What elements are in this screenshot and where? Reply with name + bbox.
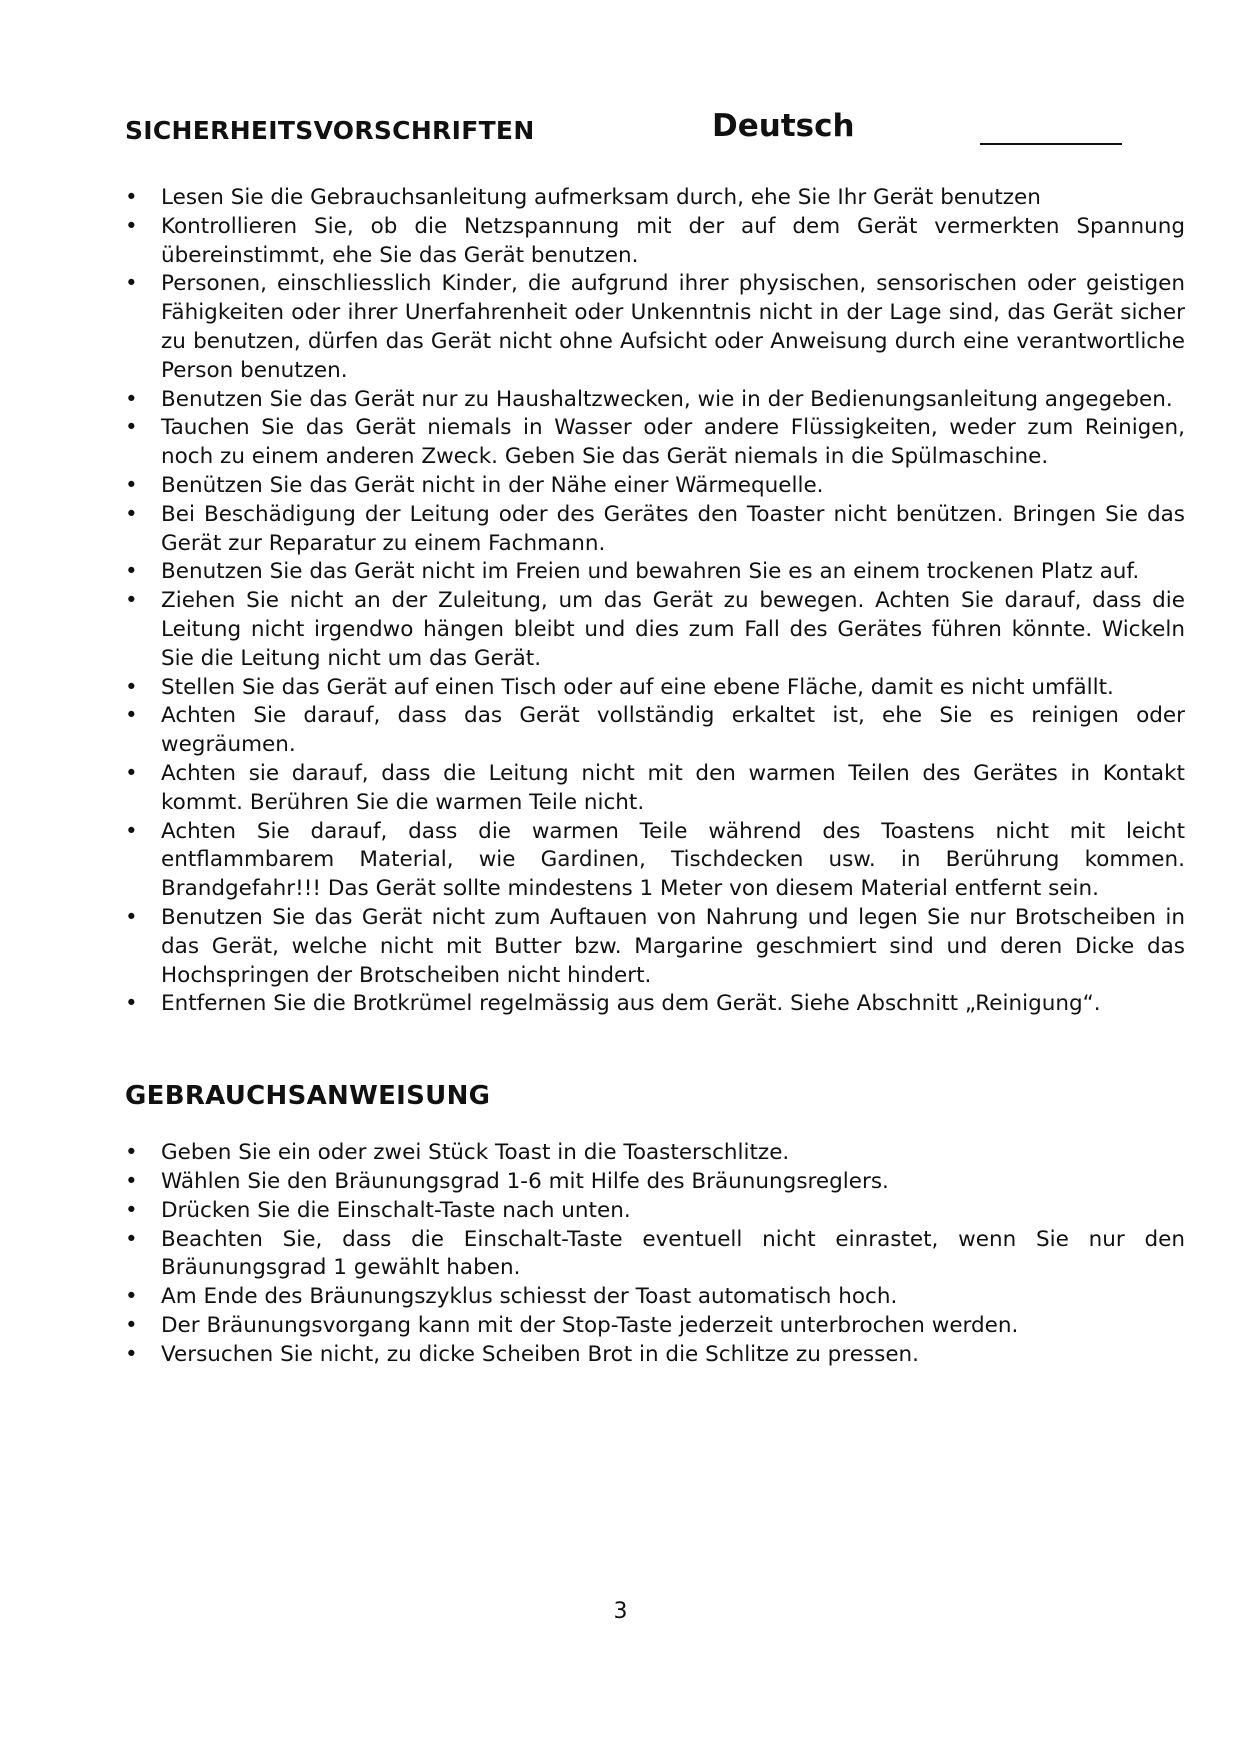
document-page [125, 108, 1185, 1369]
list-item: • Ziehen Sie nicht an der Zuleitung, um das Gerät zu bewegen. Achten Sie darauf, dass die Leitung nicht irgendwo hängen bleibt und dies zum Fall des Gerätes führen könnte. Wickeln Sie die Leitung nicht um das Gerät. [125, 587, 1185, 673]
section-title-usage: GEBRAUCHSANWEISUNG [125, 1081, 491, 1112]
safety-list [125, 184, 1185, 1019]
list-item: • Kontrollieren Sie, ob die Netzspannung mit der auf dem Gerät vermerkten Spannung übereinstimmt, ehe Sie das Gerät benutzen. [125, 213, 1185, 271]
list-item: • Achten sie darauf, dass die Leitung nicht mit den warmen Teilen des Gerätes in Kontakt kommt. Berühren Sie die warmen Teile nicht. [125, 760, 1185, 818]
header-underline [980, 143, 1122, 145]
list-item: • Benutzen Sie das Gerät nur zu Haushaltzwecken, wie in der Bedienungsanleitung angegeben. [125, 386, 1185, 415]
list-item: • Stellen Sie das Gerät auf einen Tisch oder auf eine ebene Fläche, damit es nicht umfällt. [125, 674, 1185, 703]
list-item: • Beachten Sie, dass die Einschalt-Taste eventuell nicht einrastet, wenn Sie nur den Bräunungsgrad 1 gewählt haben. [125, 1226, 1185, 1284]
list-item: • Achten Sie darauf, dass die warmen Teile während des Toastens nicht mit leicht entflammbarem Material, wie Gardinen, Tischdecken usw. in Berührung kommen. Brandgefahr!!! Das Gerät sollte mindestens 1 Meter von diesem Material entfernt sein. [125, 818, 1185, 904]
list-item: • Entfernen Sie die Brotkrümel regelmässig aus dem Gerät. Siehe Abschnitt „Reinigung“. [125, 990, 1185, 1019]
language-label: Deutsch [712, 108, 855, 144]
list-item: • Am Ende des Bräunungszyklus schiesst der Toast automatisch hoch. [125, 1283, 1185, 1312]
page-header [125, 108, 1185, 154]
list-item: • Personen, einschliesslich Kinder, die aufgrund ihrer physischen, sensorischen oder geistigen Fähigkeiten oder ihrer Unerfahrenheit oder Unkenntnis nicht in der Lage sind, das Gerät sicher zu benutzen, dürfen das Gerät nicht ohne Aufsicht oder Anweisung durch eine verantwortliche Person benutzen. [125, 270, 1185, 385]
list-item: • Achten Sie darauf, dass das Gerät vollständig erkaltet ist, ehe Sie es reinigen oder wegräumen. [125, 702, 1185, 760]
usage-list [125, 1139, 1185, 1369]
list-item: • Benutzen Sie das Gerät nicht im Freien und bewahren Sie es an einem trockenen Platz auf. [125, 558, 1185, 587]
list-item: • Benützen Sie das Gerät nicht in der Nähe einer Wärmequelle. [125, 472, 1185, 501]
list-item: • Tauchen Sie das Gerät niemals in Wasser oder andere Flüssigkeiten, weder zum Reinigen, noch zu einem anderen Zweck. Geben Sie das Gerät niemals in die Spülmaschine. [125, 414, 1185, 472]
page-number: 3 [613, 1599, 628, 1624]
list-item: • Geben Sie ein oder zwei Stück Toast in die Toasterschlitze. [125, 1139, 1185, 1168]
list-item: • Benutzen Sie das Gerät nicht zum Auftauen von Nahrung und legen Sie nur Brotscheiben in das Gerät, welche nicht mit Butter bzw. Margarine geschmiert sind und deren Dicke das Hochspringen der Brotscheiben nicht hindert. [125, 904, 1185, 990]
list-item: • Wählen Sie den Bräunungsgrad 1-6 mit Hilfe des Bräunungsreglers. [125, 1168, 1185, 1197]
list-item: • Versuchen Sie nicht, zu dicke Scheiben Brot in die Schlitze zu pressen. [125, 1341, 1185, 1370]
section-title-safety: SICHERHEITSVORSCHRIFTEN [125, 116, 535, 145]
list-item: • Lesen Sie die Gebrauchsanleitung aufmerksam durch, ehe Sie Ihr Gerät benutzen [125, 184, 1185, 213]
list-item: • Bei Beschädigung der Leitung oder des Gerätes den Toaster nicht benützen. Bringen Sie das Gerät zur Reparatur zu einem Fachmann. [125, 501, 1185, 559]
list-item: • Drücken Sie die Einschalt-Taste nach unten. [125, 1197, 1185, 1226]
list-item: • Der Bräunungsvorgang kann mit der Stop-Taste jederzeit unterbrochen werden. [125, 1312, 1185, 1341]
